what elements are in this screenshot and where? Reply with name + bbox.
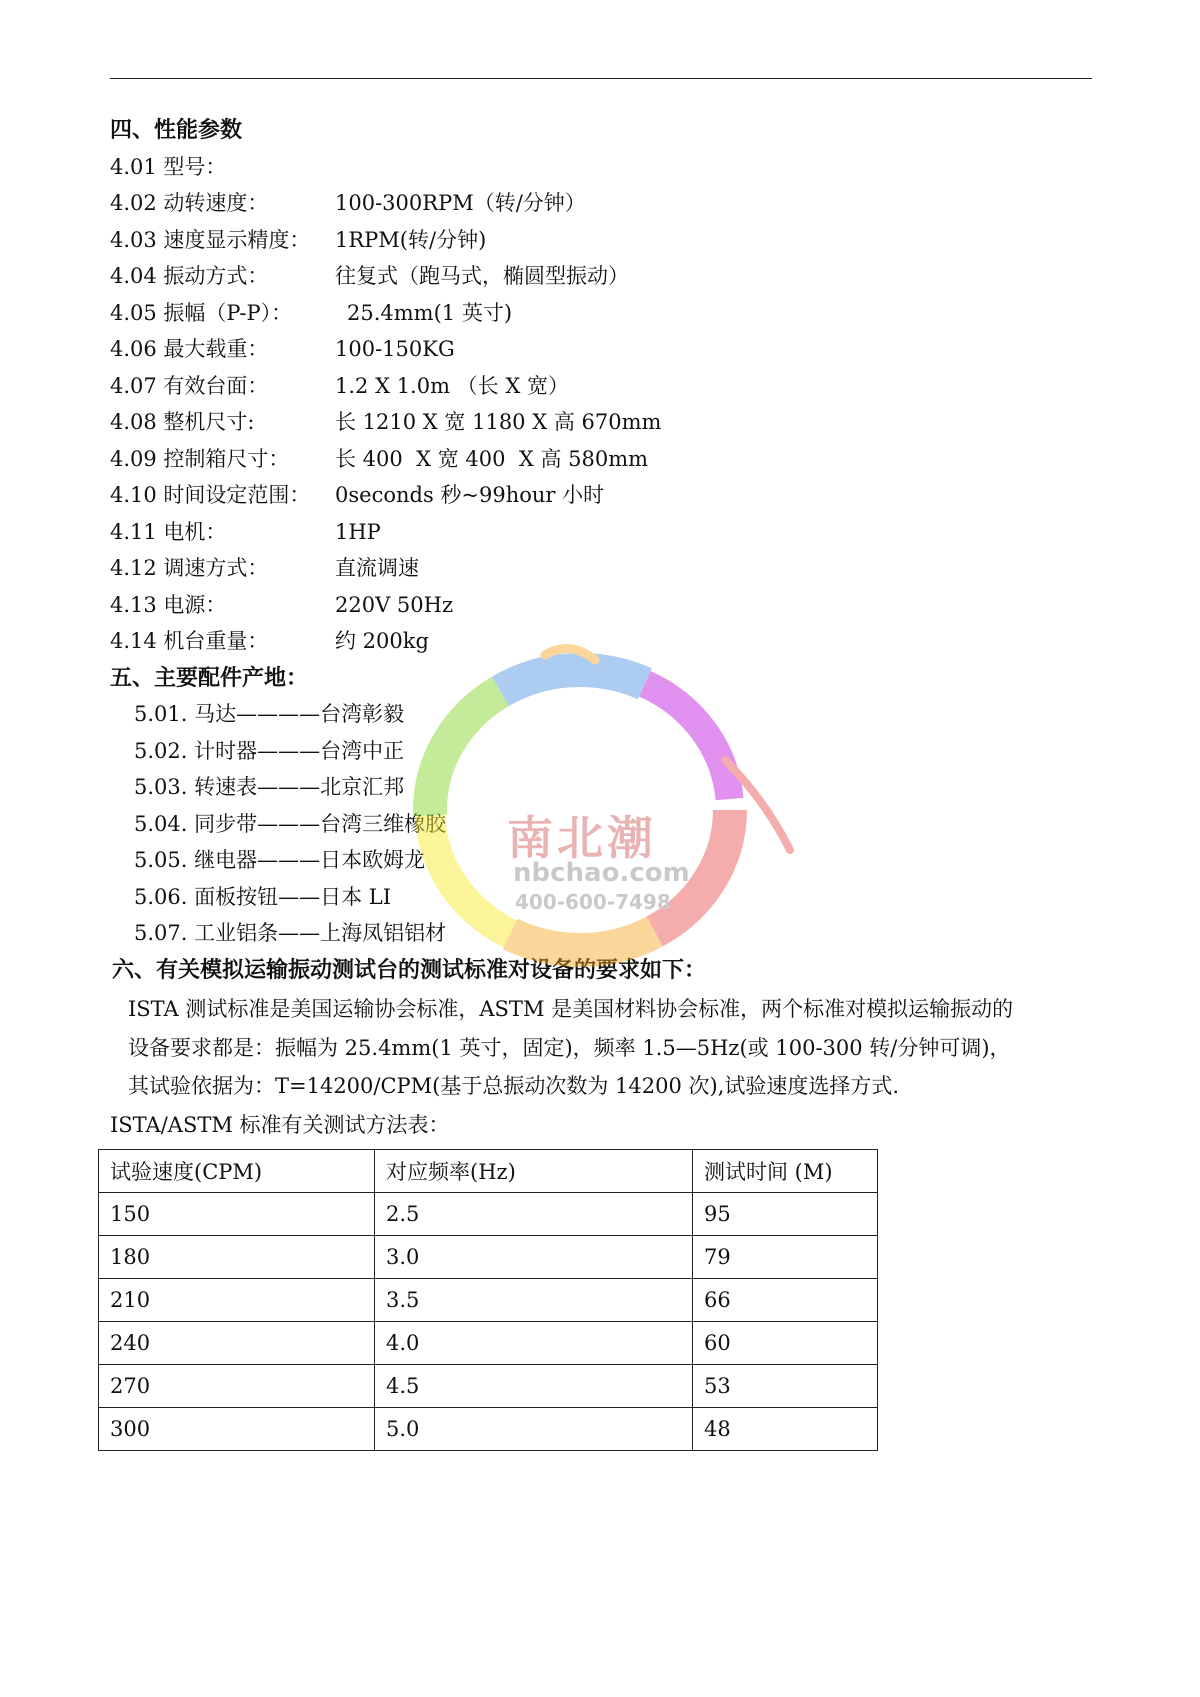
paragraph-line: 其试验依据为：T=14200/CPM(基于总振动次数为 14200 次),试验速度选择方式. xyxy=(128,1074,900,1098)
paragraph-line: ISTA 测试标准是美国运输协会标准，ASTM 是美国材料协会标准，两个标准对模拟运输振动的 xyxy=(128,997,1014,1021)
param-label: 4.13 电源： xyxy=(110,592,227,617)
parts-list xyxy=(110,696,1100,952)
param-label: 4.05 振幅（P-P）： xyxy=(110,300,293,325)
param-row xyxy=(110,587,1100,624)
table-cell: 53 xyxy=(693,1365,878,1408)
param-label: 4.01 型号： xyxy=(110,154,227,179)
part-item: 5.03. 转速表———北京汇邦 xyxy=(134,775,405,799)
section5-heading: 五、主要配件产地： xyxy=(110,664,309,691)
param-row xyxy=(110,258,1100,295)
param-row xyxy=(110,550,1100,587)
table-row xyxy=(99,1408,878,1451)
table-cell: 180 xyxy=(99,1236,375,1279)
table-cell: 2.5 xyxy=(375,1193,693,1236)
param-value: 1HP xyxy=(335,519,381,544)
param-value: 25.4mm(1 英寸) xyxy=(347,300,513,325)
table-row xyxy=(99,1365,878,1408)
part-item: 5.04. 同步带———台湾三维橡胶 xyxy=(134,811,447,836)
param-value: 直流调速 xyxy=(335,556,419,580)
column-header: 测试时间 (M) xyxy=(693,1150,878,1193)
param-row xyxy=(110,623,1100,660)
section6-heading: 六、有关模拟运输振动测试台的测试标准对设备的要求如下： xyxy=(112,956,707,983)
param-value: 220V 50Hz xyxy=(335,592,454,617)
test-method-table xyxy=(98,1149,878,1451)
param-label: 4.03 速度显示精度： xyxy=(110,227,311,252)
param-row xyxy=(110,149,1100,186)
param-label: 4.11 电机： xyxy=(110,519,227,544)
param-row xyxy=(110,368,1100,405)
table-cell: 66 xyxy=(693,1279,878,1322)
table-cell: 79 xyxy=(693,1236,878,1279)
params-list xyxy=(110,149,1100,660)
paragraph-line: 设备要求都是：振幅为 25.4mm(1 英寸，固定)，频率 1.5—5Hz(或 100-300 转/分钟可调)， xyxy=(128,1035,1011,1060)
param-label: 4.02 动转速度： xyxy=(110,191,269,215)
part-item: 5.06. 面板按钮——日本 LI xyxy=(134,884,392,909)
param-row xyxy=(110,441,1100,478)
table-row xyxy=(99,1279,878,1322)
table-cell: 300 xyxy=(99,1408,375,1451)
watermark-domain: nbchao.com xyxy=(513,858,690,888)
param-value: 0seconds 秒~99hour 小时 xyxy=(335,483,605,507)
table-header-row xyxy=(99,1150,878,1193)
table-cell: 60 xyxy=(693,1322,878,1365)
param-value: 100-300RPM（转/分钟） xyxy=(335,191,586,215)
table-cell: 48 xyxy=(693,1408,878,1451)
param-row xyxy=(110,331,1100,368)
section4-heading: 四、性能参数 xyxy=(110,117,243,143)
param-label: 4.08 整机尺寸: xyxy=(110,410,255,434)
table-row xyxy=(99,1193,878,1236)
table-cell: 240 xyxy=(99,1322,375,1365)
param-row xyxy=(110,222,1100,259)
column-header: 对应频率(Hz) xyxy=(375,1150,693,1193)
param-label: 4.09 控制箱尺寸： xyxy=(110,446,290,471)
param-row xyxy=(110,295,1100,332)
table-cell: 150 xyxy=(99,1193,375,1236)
param-label: 4.12 调速方式： xyxy=(110,556,269,580)
table-row xyxy=(99,1236,878,1279)
param-value: 100-150KG xyxy=(335,337,455,361)
table-cell: 3.0 xyxy=(375,1236,693,1279)
document-body xyxy=(110,112,1100,1144)
param-label: 4.04 振动方式： xyxy=(110,264,269,288)
table-cell: 4.5 xyxy=(375,1365,693,1408)
param-row xyxy=(110,185,1100,222)
param-value: 长 1210 X 宽 1180 X 高 670mm xyxy=(335,410,662,434)
param-value: 长 400 X 宽 400 X 高 580mm xyxy=(335,446,649,471)
watermark-name: 南北潮 xyxy=(507,811,657,865)
param-row xyxy=(110,477,1100,514)
part-item: 5.05. 继电器———日本欧姆龙 xyxy=(134,848,426,872)
table-cell: 210 xyxy=(99,1279,375,1322)
param-value: 约 200kg xyxy=(335,629,429,653)
standards-paragraph xyxy=(110,990,1100,1106)
column-header: 试验速度(CPM) xyxy=(99,1150,375,1193)
param-label: 4.10 时间设定范围： xyxy=(110,483,311,507)
part-item: 5.01. 马达————台湾彰毅 xyxy=(134,702,405,726)
param-value: 往复式（跑马式，椭圆型振动） xyxy=(335,264,629,288)
param-value: 1RPM(转/分钟) xyxy=(335,227,487,252)
part-item: 5.07. 工业铝条——上海凤铝铝材 xyxy=(134,921,447,945)
param-value: 1.2 X 1.0m （长 X 宽） xyxy=(335,373,569,398)
table-cell: 3.5 xyxy=(375,1279,693,1322)
table-title: ISTA/ASTM 标准有关测试方法表： xyxy=(110,1112,450,1137)
param-label: 4.07 有效台面： xyxy=(110,373,269,398)
param-label: 4.06 最大载重： xyxy=(110,337,269,361)
table-cell: 270 xyxy=(99,1365,375,1408)
header-rule xyxy=(110,78,1092,79)
param-label: 4.14 机台重量： xyxy=(110,629,269,653)
table-row xyxy=(99,1322,878,1365)
table-cell: 4.0 xyxy=(375,1322,693,1365)
watermark-phone: 400-600-7498 xyxy=(515,890,671,914)
param-row xyxy=(110,514,1100,551)
param-row xyxy=(110,404,1100,441)
table-cell: 95 xyxy=(693,1193,878,1236)
table-cell: 5.0 xyxy=(375,1408,693,1451)
part-item: 5.02. 计时器———台湾中正 xyxy=(134,738,405,763)
